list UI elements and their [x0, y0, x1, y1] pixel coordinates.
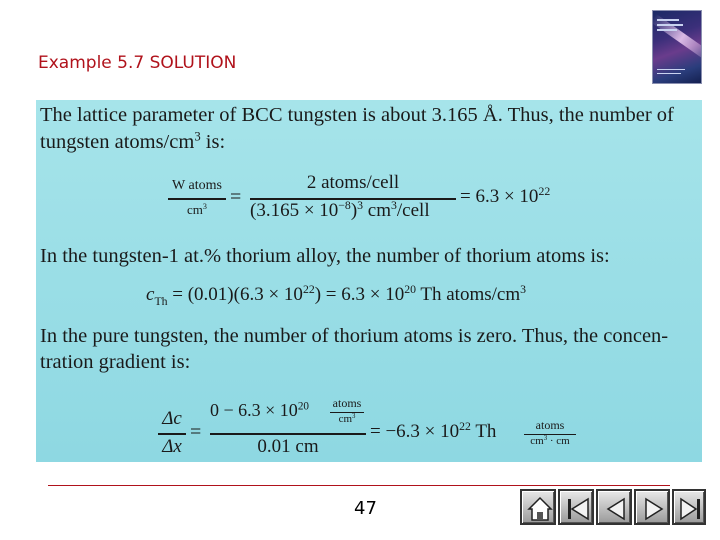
last-page-button[interactable] — [672, 489, 706, 525]
equation-thorium-atoms: $c_{Th} = (0.01)(6.3 \times 10^{22}) = 6.3 \times 10^{20}$ Th atoms/$cm^3$ — [146, 282, 527, 308]
previous-page-icon — [602, 495, 630, 523]
paragraph-3-line-2: tration gradient is: — [40, 351, 191, 373]
last-page-icon — [678, 495, 704, 523]
paragraph-1-line-2: tungsten atoms/$cm^3$ is: — [40, 129, 226, 153]
home-button[interactable] — [520, 489, 556, 525]
footer-divider — [48, 485, 670, 486]
paragraph-3-line-1: In the pure tungsten, the number of thorium atoms is zero. Thus, the concen- — [40, 325, 669, 347]
next-page-icon — [640, 495, 668, 523]
solution-panel — [36, 100, 702, 462]
next-page-button[interactable] — [634, 489, 670, 525]
paragraph-2: In the tungsten-1 at.% thorium alloy, the number of thorium atoms is: — [40, 245, 610, 267]
book-cover-icon — [652, 10, 702, 84]
slide-title: Example 5.7 SOLUTION — [38, 53, 237, 73]
first-page-icon — [564, 495, 592, 523]
home-icon — [526, 495, 554, 523]
paragraph-1-line-1: The lattice parameter of BCC tungsten is about 3.165 Å. Thus, the number of — [40, 104, 674, 126]
page-number: 47 — [354, 498, 377, 519]
first-page-button[interactable] — [558, 489, 594, 525]
previous-page-button[interactable] — [596, 489, 632, 525]
